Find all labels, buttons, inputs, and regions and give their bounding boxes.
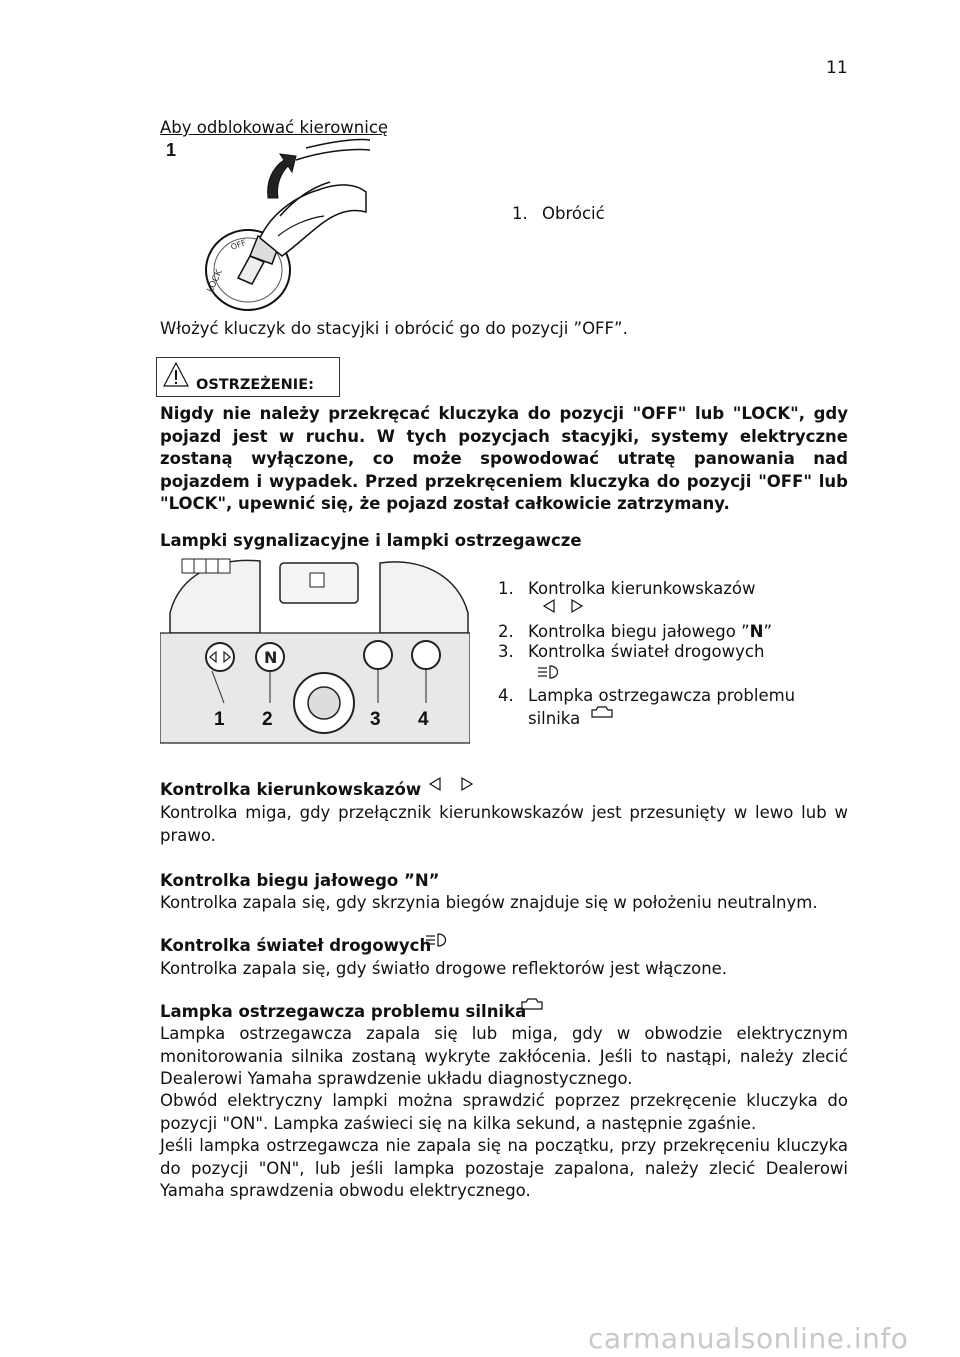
lamp-item-number: 1. [498,579,514,598]
unlock-instruction: Włożyć kluczyk do stacyjki i obrócić go do pozycji ”OFF”. [160,319,628,338]
key-illustration [160,138,370,318]
lamp-item-number: 2. [498,622,514,641]
warning-label: OSTRZEŻENIE: [196,377,314,393]
section-neutral-body: Kontrolka zapala się, gdy skrzynia biegów znajduje się w położeniu neutralnym. [160,893,818,912]
svg-text:N: N [264,648,278,667]
lamps-heading: Lampki sygnalizacyjne i lampki ostrzegawcze [160,531,582,550]
lamp-item-text-b: N [749,622,764,641]
engine-check-icon [508,993,558,1015]
lamp-item-text: Kontrolka świateł drogowych [528,642,765,661]
panel-number-1: 1 [214,709,225,730]
high-beam-icon [414,928,462,950]
section-engine-body: Lampka ostrzegawcza zapala się lub miga, gdy w obwodzie elektrycznym monitorowania silnika zostaną wykryte zakłócenia. Jeśli to nastąpi, należy zlecić Dealerowi Yamaha sprawdzenie układu diagnostycznego. [160,1024,848,1088]
key-lock-text: LOCK [205,268,225,295]
panel-number-2: 2 [262,709,273,730]
lamp-item-text: Lampka ostrzegawcza problemu silnika [528,686,796,728]
lamp-item-text-c: ” [763,622,772,641]
lamp-item-number: 4. [498,686,514,705]
page-number: 11 [826,58,848,78]
key-figure-label: 1 [166,140,177,160]
key-off-text: OFF [229,238,248,252]
panel-number-4: 4 [418,709,429,730]
engine-check-icon [584,702,620,722]
watermark: carmanualsonline.info [588,1322,909,1355]
turn-signal-arrows-icon [530,596,596,616]
turn-signal-arrows-icon [406,772,498,794]
warning-text: Nigdy nie należy przekręcać kluczyka do pozycji "OFF" lub "LOCK", gdy pojazd jest w ruchu. W tych pozycjach stacyjki, systemy elektryczne zostaną wyłączone, co może spowodować utratę panowania nad pojazdem i wypadek. Przed przekręceniem kluczyka do pozycji "OFF" lub "LOCK", upewnić się, że pojazd został całkowicie zatrzymany. [160,404,848,513]
section-highbeam-title: Kontrolka świateł drogowych [160,936,432,955]
section-turn-title: Kontrolka kierunkowskazów [160,780,422,799]
warning-triangle-icon [162,361,190,389]
unlock-step-text: Obrócić [542,204,605,223]
unlock-heading: Aby odblokować kierownicę [160,118,389,137]
section-turn-body: Kontrolka miga, gdy przełącznik kierunkowskazów jest przesunięty w lewo lub w prawo. [160,803,848,845]
section-engine-body2: Obwód elektryczny lampki można sprawdzić poprzez przekręcenie kluczyka do pozycji "ON". Lampka zaświeci się na kilka sekund, a następnie zgaśnie. [160,1091,848,1133]
unlock-step-number: 1. [512,204,528,223]
section-engine-title: Lampka ostrzegawcza problemu silnika [160,1002,527,1021]
instrument-panel-illustration [160,553,470,755]
section-engine-body3: Jeśli lampka ostrzegawcza nie zapala się na początku, przy przekręceniu kluczyka do pozycji "ON", lub jeśli lampka pozostaje zapalona, należy zlecić Dealerowi Yamaha sprawdzenia obwodu elektrycznego. [160,1136,848,1200]
lamp-item-number: 3. [498,642,514,661]
lamp-item-text-a: Kontrolka biegu jałowego ” [528,622,750,641]
panel-number-3: 3 [370,709,381,730]
section-neutral-title: Kontrolka biegu jałowego ”N” [160,871,440,890]
lamp-item-text: Kontrolka kierunkowskazów [528,579,756,598]
section-highbeam-body: Kontrolka zapala się, gdy światło drogowe reflektorów jest włączone. [160,959,728,978]
high-beam-icon [530,662,570,682]
